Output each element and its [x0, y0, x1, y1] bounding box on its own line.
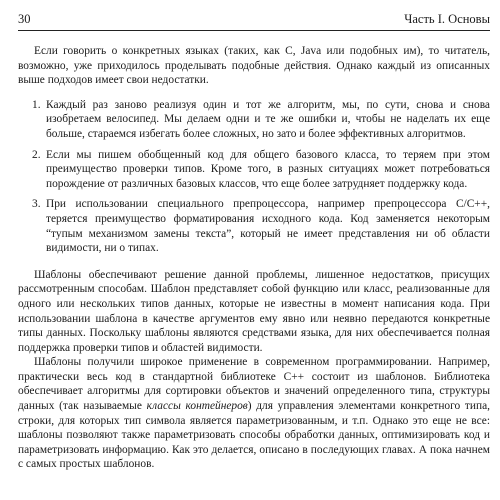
list-item-number: 2. — [32, 148, 41, 161]
usage-paragraph — [18, 355, 490, 472]
templates-paragraph: Шаблоны обеспечивают решение данной проблемы, лишенное недостатков, присущих рассмотренным способам. Шаблон представляет собой функцию или класс, реализованные для одного или нескольких типов данных, которые не известны в момент написания кода. При использовании шаблона в качестве аргументов ему явно или неявно передаются конкретные типы данных. Поскольку шаблоны являются средствами языка, для них обеспечивается полная поддержка проверки типов и областей видимости. — [18, 268, 490, 354]
running-head: Часть I. Основы — [404, 12, 490, 26]
page-number: 30 — [18, 12, 31, 26]
page-header — [18, 10, 490, 31]
usage-text-part2: ) для управления элементами конкретного типа, строки, для которых тип символа является параметризованным, и т.п. Однако это еще не все: шаблоны позволяют также параметризовать способы обработки данных, оптимизировать код и параметризовать информацию. Как это делается, описано в последующих главах. А пока начнем с самых простых шаблонов. — [18, 400, 490, 471]
drawbacks-list — [18, 98, 490, 256]
list-item — [18, 148, 490, 192]
list-item-text: При использовании специального препроцессора, например препроцессора C/C++, теряется преимущество форматирования исходного кода. Код заменяется некоторым “тупым механизмом замены текста”, который не имеет представления ни об области видимости, ни о типах. — [46, 198, 490, 255]
list-item-text: Каждый раз заново реализуя один и тот же алгоритм, мы, по сути, снова и снова изобретаем велосипед. Мы делаем одни и те же ошибки и, чтобы не наделать их еще больше, стараемся избегать более сложных, но зато и более эффективных алгоритмов. — [46, 98, 490, 140]
usage-emphasis: классы контейнеров — [146, 400, 248, 413]
usage-text-part1: Шаблоны получили широкое применение в современном программировании. Например, практически весь код в стандартной библиотеке C++ состоит из шаблонов. Библиотека обеспечивает алгоритмы для сортировки объектов и значений определенного типа, структуры данных (так называемые — [18, 356, 490, 413]
list-item — [18, 98, 490, 142]
page-body — [18, 44, 490, 472]
list-item — [18, 197, 490, 255]
list-item-text: Если мы пишем обобщенный код для общего базового класса, то теряем при этом преимущество проверки типов. Кроме того, в разных ситуациях может потребоваться порождение от различных базовых классов, что еще более затрудняет поддержку кода. — [46, 148, 490, 190]
list-item-number: 1. — [32, 98, 41, 111]
intro-paragraph: Если говорить о конкретных языках (таких, как C, Java или подобных им), то читатель, возможно, уже приходилось проделывать подобные действия. Однако каждый из описанных выше подходов имеет свои недостатки. — [18, 45, 490, 87]
list-item-number: 3. — [32, 198, 41, 211]
